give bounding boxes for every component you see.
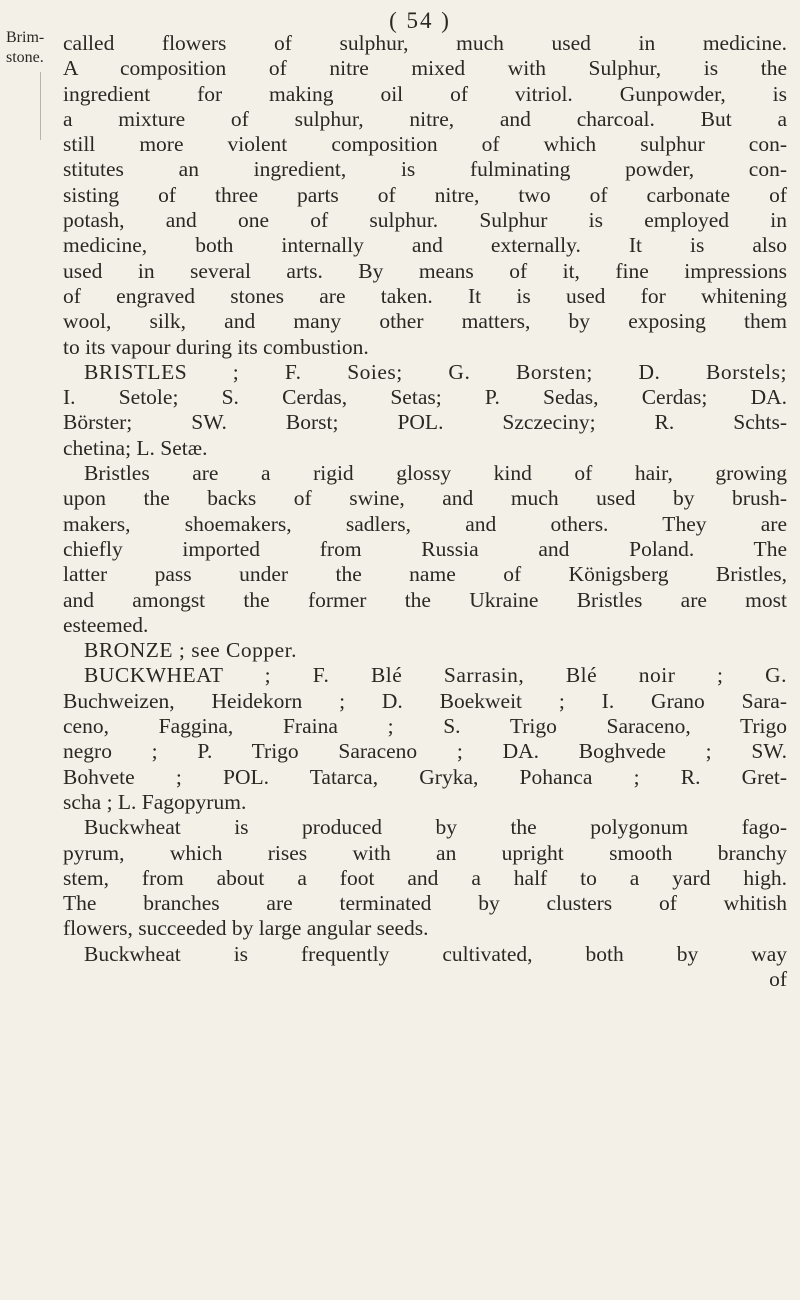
text-line: negro ; P. Trigo Saraceno ; DA. Boghvede ; SW.	[63, 739, 787, 764]
text-line: still more violent composition of which sulphur con-	[63, 132, 787, 157]
text-line: ingredient for making oil of vitriol. Gunpowder, is	[63, 81, 787, 106]
text-line: The branches are terminated by clusters of whitish	[63, 891, 787, 916]
text-line: to its vapour during its combustion.	[63, 334, 369, 359]
text-line: upon the backs of swine, and much used by brush-	[63, 486, 787, 511]
text-line: esteemed.	[63, 612, 149, 637]
text-line: Bristles are a rigid glossy kind of hair, growing	[84, 461, 787, 486]
text-line: Buchweizen, Heidekorn ; D. Boekweit ; I. Grano Sara-	[63, 688, 787, 713]
text-line: called flowers of sulphur, much used in medicine.	[63, 31, 787, 55]
text-line: flowers, succeeded by large angular seeds.	[63, 916, 429, 941]
text-line: makers, shoemakers, sadlers, and others. They are	[63, 511, 787, 536]
text-line: Buckwheat is frequently cultivated, both by way	[84, 941, 787, 966]
entry-heading-bronze: BRONZE ; see Copper.	[84, 638, 298, 663]
margin-rule	[40, 72, 41, 140]
text-line: Börster; SW. Borst; POL. Szczeciny; R. Schts-	[63, 410, 787, 435]
margin-note: Brim-stone.	[6, 29, 45, 66]
text-line: wool, silk, and many other matters, by exposing them	[63, 309, 787, 334]
text-line: chetina; L. Setæ.	[63, 435, 208, 460]
text-line: latter pass under the name of Königsberg Bristles,	[63, 562, 787, 587]
text-line: used in several arts. By means of it, fine impressions	[63, 258, 787, 283]
catchword: of	[769, 966, 787, 991]
text-line: A composition of nitre mixed with Sulphur, is the	[63, 56, 787, 81]
text-line: and amongst the former the Ukraine Bristles are most	[63, 587, 787, 612]
text-line: stitutes an ingredient, is fulminating powder, con-	[63, 157, 787, 182]
text-line: pyrum, which rises with an upright smooth branchy	[63, 840, 787, 865]
text-line: Buckwheat is produced by the polygonum fago-	[84, 815, 787, 840]
text-line: sisting of three parts of nitre, two of carbonate of	[63, 182, 787, 207]
entry-heading-buckwheat: BUCKWHEAT ; F. Blé Sarrasin, Blé noir ; G.	[84, 663, 787, 688]
page-text	[63, 31, 787, 992]
entry-heading-bristles: BRISTLES ; F. Soies; G. Borsten; D. Borstels;	[84, 359, 787, 384]
text-line: potash, and one of sulphur. Sulphur is employed in	[63, 208, 787, 233]
text-line: I. Setole; S. Cerdas, Setas; P. Sedas, Cerdas; DA.	[63, 385, 787, 410]
text-line: stem, from about a foot and a half to a yard high.	[63, 865, 787, 890]
page-number: ( 54 )	[389, 8, 451, 33]
text-line: ceno, Faggina, Fraina ; S. Trigo Saraceno, Trigo	[63, 714, 787, 739]
text-line: medicine, both internally and externally. It is also	[63, 233, 787, 258]
text-line: chiefly imported from Russia and Poland. The	[63, 536, 787, 561]
text-line: a mixture of sulphur, nitre, and charcoal. But a	[63, 106, 787, 131]
text-line: scha ; L. Fagopyrum.	[63, 789, 247, 814]
text-line: Bohvete ; POL. Tatarca, Gryka, Pohanca ; R. Gret-	[63, 764, 787, 789]
text-line: of engraved stones are taken. It is used for whitening	[63, 283, 787, 308]
